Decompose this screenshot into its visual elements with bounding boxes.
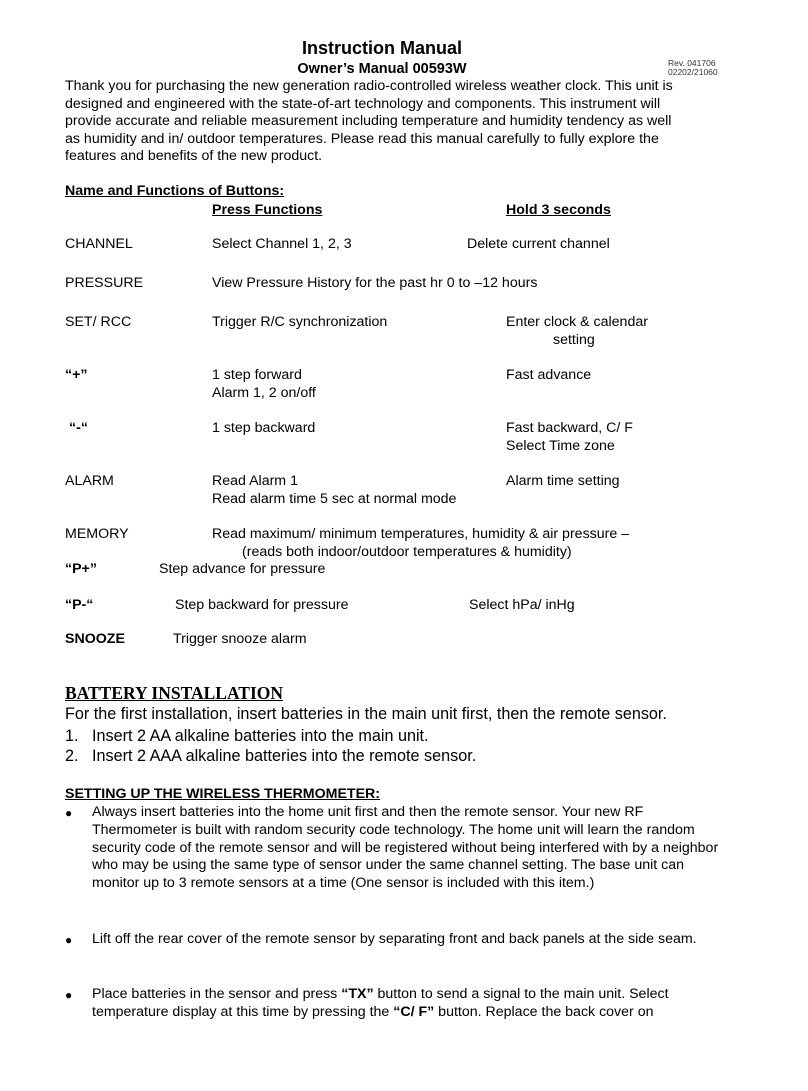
thermometer-bullet-3	[92, 986, 728, 1022]
minus-hold-function: Fast backward, C/ F	[506, 420, 633, 436]
thermometer-bullet-1: Always insert batteries into the home unit first and then the remote sensor. Your new RF Thermometer is built with random security code technology. The home unit will learn the random security code of the remote sensor and will be registered without being interfered with by a neighbor who may be using the same type of sensor under the same channel setting. The base unit can monitor up to 3 remote sensors at a time (One sensor is included with this item.)	[92, 804, 719, 892]
thermometer-heading: SETTING UP THE WIRELESS THERMOMETER:	[65, 786, 381, 802]
cf-button-ref: “C/ F”	[393, 1003, 435, 1020]
memory-press-function-cont: (reads both indoor/outdoor temperatures & humidity)	[242, 544, 572, 560]
button-name-set-rcc: SET/ RCC	[65, 314, 132, 330]
battery-step-number: 1.	[65, 727, 79, 745]
battery-step-number: 2.	[65, 747, 79, 765]
snooze-press-function: Trigger snooze alarm	[173, 631, 307, 647]
alarm-press-function-cont: Read alarm time 5 sec at normal mode	[212, 491, 457, 507]
intro-line: features and benefits of the new product.	[65, 148, 323, 165]
battery-step-text: Insert 2 AAA alkaline batteries into the remote sensor.	[92, 747, 477, 765]
intro-line: Thank you for purchasing the new generation radio-controlled wireless weather clock. This unit is	[65, 78, 673, 94]
revision-code: 02202/21060	[668, 67, 718, 77]
button-name-memory: MEMORY	[65, 526, 129, 542]
minus-press-function: 1 step backward	[212, 420, 316, 436]
button-name-channel: CHANNEL	[65, 236, 133, 252]
p-minus-press-function: Step backward for pressure	[175, 597, 349, 613]
battery-heading: BATTERY INSTALLATION	[65, 683, 284, 703]
memory-press-function: Read maximum/ minimum temperatures, humidity & air pressure –	[212, 526, 630, 542]
button-name-alarm: ALARM	[65, 473, 114, 489]
pressure-press-function: View Pressure History for the past hr 0 to –12 hours	[212, 275, 538, 291]
button-name-minus: “-“	[69, 420, 88, 436]
button-name-p-plus: “P+”	[65, 561, 97, 577]
thermometer-bullet-2: Lift off the rear cover of the remote sensor by separating front and back panels at the side seam.	[92, 931, 697, 947]
set-rcc-hold-function: Enter clock & calendar	[506, 314, 648, 330]
page-subtitle: Owner’s Manual 00593W	[297, 61, 467, 77]
revision-number: Rev. 041706	[668, 58, 716, 68]
intro-line: designed and engineered with the state-of-art technology and components. This instrument will	[65, 95, 661, 112]
channel-hold-function: Delete current channel	[467, 236, 610, 252]
plus-press-function-cont: Alarm 1, 2 on/off	[212, 385, 316, 401]
button-name-pressure: PRESSURE	[65, 275, 144, 291]
p-plus-press-function: Step advance for pressure	[159, 561, 326, 577]
intro-line: as humidity and in/ outdoor temperatures. Please read this manual carefully to fully explore the	[65, 130, 659, 147]
battery-intro: For the first installation, insert batteries in the main unit first, then the remote sensor.	[65, 705, 667, 723]
channel-press-function: Select Channel 1, 2, 3	[212, 236, 352, 252]
buttons-heading: Name and Functions of Buttons:	[65, 183, 285, 199]
bullet-3-text: button to send a signal to the main unit. Select temperature display at this time by pressing the	[92, 986, 669, 1020]
intro-line: provide accurate and reliable measurement including temperature and humidity tendency as well	[65, 113, 672, 130]
button-name-snooze: SNOOZE	[65, 631, 125, 647]
bullet-icon: ●	[65, 988, 73, 1002]
bullet-icon: ●	[65, 806, 73, 820]
button-name-p-minus: “P-“	[65, 597, 94, 613]
set-rcc-press-function: Trigger R/C synchronization	[212, 314, 388, 330]
alarm-hold-function: Alarm time setting	[506, 473, 620, 489]
plus-hold-function: Fast advance	[506, 367, 592, 383]
bullet-3-text: button. Replace the back cover on	[434, 1003, 654, 1020]
press-functions-header: Press Functions	[212, 202, 323, 218]
p-minus-hold-function: Select hPa/ inHg	[469, 597, 575, 613]
battery-step-text: Insert 2 AA alkaline batteries into the main unit.	[92, 727, 429, 745]
set-rcc-hold-function-cont: setting	[553, 332, 595, 348]
tx-button-ref: “TX”	[341, 986, 374, 1002]
bullet-3-text: Place batteries in the sensor and press	[92, 986, 342, 1002]
button-name-plus: “+”	[65, 367, 88, 383]
plus-press-function: 1 step forward	[212, 367, 302, 383]
bullet-icon: ●	[65, 933, 73, 947]
page-title: Instruction Manual	[301, 38, 462, 58]
minus-hold-function-cont: Select Time zone	[506, 438, 615, 454]
alarm-press-function: Read Alarm 1	[212, 473, 298, 489]
hold-seconds-header: Hold 3 seconds	[506, 202, 611, 218]
intro-paragraph	[65, 78, 673, 166]
